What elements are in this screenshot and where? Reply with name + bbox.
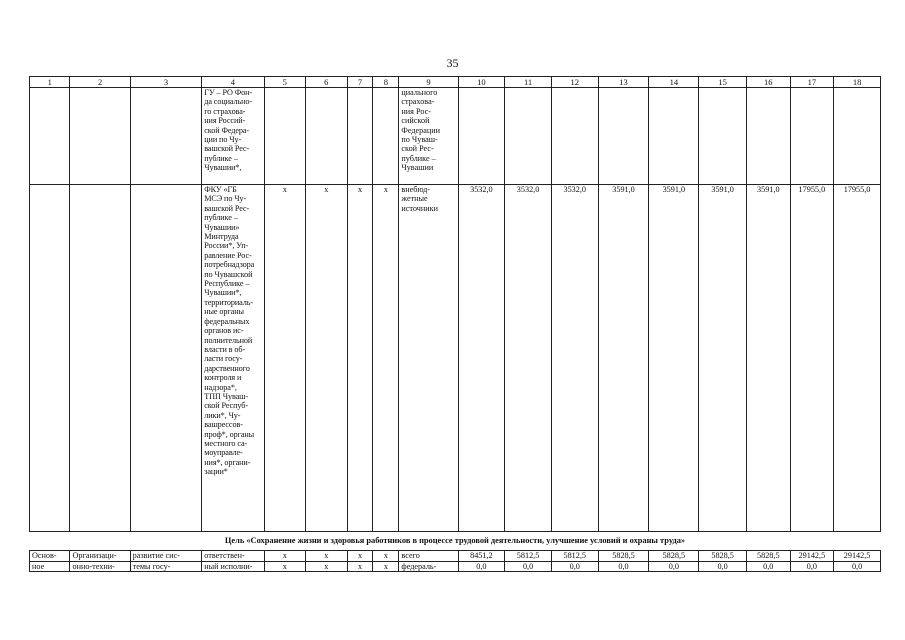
value-cell: 0,0: [458, 561, 505, 572]
column-header-row: [30, 77, 881, 88]
table-row: [30, 561, 881, 572]
value-cell: 0,0: [505, 561, 552, 572]
column-header: 3: [130, 77, 202, 88]
value-cell: 5812,5: [505, 551, 552, 562]
value-cell: 17955,0: [790, 185, 834, 532]
program-table: [29, 76, 881, 572]
column-header: 14: [649, 77, 699, 88]
executor-cell: ГУ – РО Фон- да социально- го страхова- ния Россий- ской Федера- ции по Чу- вашской Рес- публике – Чувашии*,: [202, 88, 264, 185]
value-cell: 0,0: [746, 561, 790, 572]
column-header: 6: [306, 77, 348, 88]
column-header: 4: [202, 77, 264, 88]
value-cell: 3591,0: [746, 185, 790, 532]
page-number: 35: [446, 56, 459, 70]
x-cell: х: [264, 551, 306, 562]
row-cell: темы госу-: [130, 561, 202, 572]
column-header: 5: [264, 77, 306, 88]
x-cell: х: [306, 185, 348, 532]
value-cell: 29142,5: [834, 551, 881, 562]
x-cell: х: [264, 561, 306, 572]
column-header: 1: [30, 77, 70, 88]
x-cell: х: [373, 561, 399, 572]
row-cell: ный исполни-: [202, 561, 264, 572]
value-cell: 0,0: [834, 561, 881, 572]
column-header: 12: [551, 77, 598, 88]
value-cell: 0,0: [790, 561, 834, 572]
table-row: [30, 551, 881, 562]
column-header: 2: [70, 77, 130, 88]
x-cell: х: [347, 561, 373, 572]
column-header: 7: [347, 77, 373, 88]
row-cell: ответствен-: [202, 551, 264, 562]
value-cell: 5828,5: [598, 551, 649, 562]
column-header: 11: [505, 77, 552, 88]
table-row: [30, 88, 881, 185]
value-cell: 3591,0: [699, 185, 747, 532]
funding-source-cell: федераль-: [399, 561, 458, 572]
column-header: 17: [790, 77, 834, 88]
value-cell: 3591,0: [598, 185, 649, 532]
value-cell: 0,0: [598, 561, 649, 572]
value-cell: 3532,0: [505, 185, 552, 532]
column-header: 10: [458, 77, 505, 88]
x-cell: х: [306, 551, 348, 562]
value-cell: 3591,0: [649, 185, 699, 532]
value-cell: 0,0: [649, 561, 699, 572]
value-cell: 0,0: [551, 561, 598, 572]
table-row: [30, 185, 881, 532]
funding-source-cell: циального страхова- ния Рос- сийской Федерации по Чуваш- ской Рес- публике – Чувашии: [399, 88, 458, 185]
value-cell: 3532,0: [551, 185, 598, 532]
x-cell: х: [306, 561, 348, 572]
column-header: 16: [746, 77, 790, 88]
value-cell: 5828,5: [699, 551, 747, 562]
column-header: 8: [373, 77, 399, 88]
value-cell: 5812,5: [551, 551, 598, 562]
x-cell: х: [373, 551, 399, 562]
row-cell: ное: [30, 561, 70, 572]
value-cell: 17955,0: [834, 185, 881, 532]
column-header: 13: [598, 77, 649, 88]
value-cell: 0,0: [699, 561, 747, 572]
goal-title: Цель «Сохранение жизни и здоровья работников в процессе трудовой деятельности, улучшение условий и охраны труда»: [30, 532, 881, 551]
row-cell: онно-техни-: [70, 561, 130, 572]
x-cell: х: [347, 551, 373, 562]
row-cell: Основ-: [30, 551, 70, 562]
value-cell: 5828,5: [649, 551, 699, 562]
executor-cell: ФКУ «ГБ МСЭ по Чу- вашской Рес- публике – Чувашии» Минтруда России*, Уп- равление Рос- потребнадзора по Чувашской Республике – Чувашии*, территориаль- ные органы федеральных органов ис- полнительной власти в об- ласти госу- дарственного контроля и надзора*, ТПП Чуваш- ской Респуб- лики*, Чу- вашрессов- проф*, органы местного са- моуправле- ния*, органи- зации*: [202, 185, 264, 532]
x-cell: х: [347, 185, 373, 532]
value-cell: 3532,0: [458, 185, 505, 532]
column-header: 9: [399, 77, 458, 88]
funding-source-cell: внебюд- жетные источники: [399, 185, 458, 532]
value-cell: 8451,2: [458, 551, 505, 562]
value-cell: 29142,5: [790, 551, 834, 562]
goal-row: [30, 532, 881, 551]
row-cell: Организаци-: [70, 551, 130, 562]
column-header: 18: [834, 77, 881, 88]
x-cell: х: [373, 185, 399, 532]
column-header: 15: [699, 77, 747, 88]
funding-source-cell: всего: [399, 551, 458, 562]
value-cell: 5828,5: [746, 551, 790, 562]
row-cell: развитие сис-: [130, 551, 202, 562]
x-cell: х: [264, 185, 306, 532]
